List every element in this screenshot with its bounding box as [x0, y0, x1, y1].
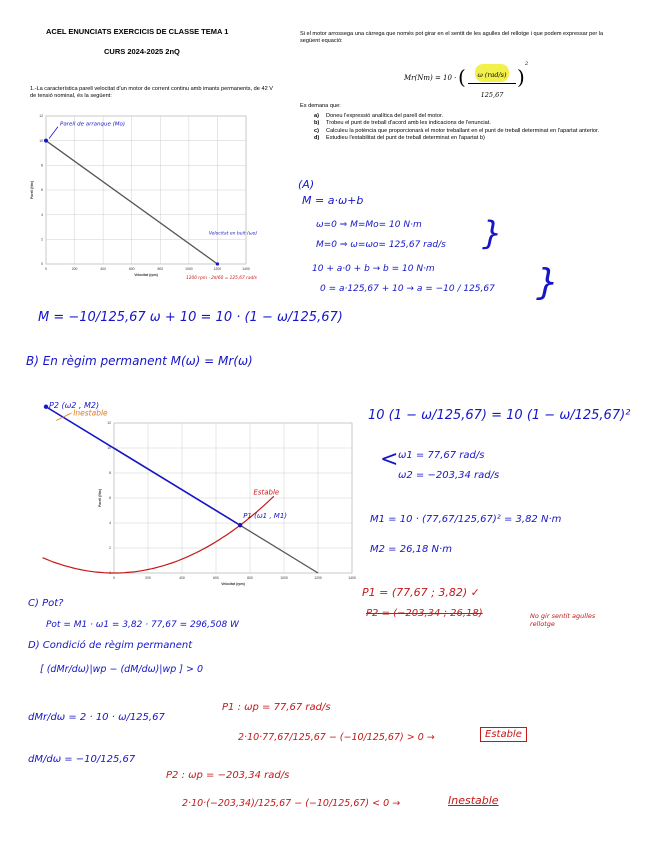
x-tick-label: 400 — [100, 267, 106, 271]
y-axis-label: Parell (Nm) — [98, 489, 102, 507]
part-a-result: M = −10/125,67 ω + 10 = 10 · (1 − ω/125,67) — [38, 310, 343, 325]
x-tick-label: 200 — [145, 576, 151, 580]
y-tick-label: 12 — [39, 114, 43, 119]
right-paren: ) — [517, 65, 525, 89]
operating-point-p1 — [238, 523, 242, 527]
question-item: c) Calculeu la potència que proporcionarà el motor treballant en el punt de treball determinat en l'apartat anterior. — [314, 127, 600, 134]
y-tick-label: 4 — [41, 212, 43, 217]
x-tick-label: 600 — [128, 267, 135, 271]
p1-stable-result: Estable — [480, 727, 527, 742]
omega-1: ω1 = 77,67 rad/s — [398, 450, 485, 461]
x-axis-label: Velocitat (rpm) — [221, 582, 245, 586]
y-tick-label: 8 — [41, 163, 43, 168]
load-equation-lhs: Mr(Nm) = 10 · — [404, 74, 457, 82]
question-item: a) Doneu l'expressió analítica del parell del motor. — [314, 113, 444, 119]
y-tick-label: 6 — [109, 496, 111, 501]
fraction — [468, 64, 516, 102]
x-tick-label: 800 — [247, 576, 253, 580]
p2-unstable-result: Inestable — [448, 794, 499, 807]
x-tick-label: 1400 — [348, 576, 356, 580]
motor-derivative: dM/dω = −10/125,67 — [28, 754, 136, 765]
torque-1: M1 = 10 · (77,67/125,67)² = 3,82 N·m — [370, 514, 562, 525]
p1-evaluation: 2·10·77,67/125,67 − (−10/125,67) > 0 → — [238, 732, 435, 743]
stall-torque-note: Parell de arranque (Mo) — [60, 121, 126, 128]
y-tick-label: 8 — [109, 471, 111, 476]
y-tick-label: 0 — [109, 571, 111, 576]
y-tick-label: 6 — [41, 188, 43, 193]
load-equation-exponent: 2 — [525, 61, 529, 67]
part-b-label: B) En règim permanent M(ω) = Mr(ω) — [26, 354, 253, 368]
part-a-stall: ω=0 ⇒ M=Mo= 10 N·m — [316, 220, 422, 230]
p2-label: P2 (ω2 , M2) — [49, 400, 100, 410]
load-derivative: dMr/dω = 2 · 10 · ω/125,67 — [28, 712, 165, 723]
x-tick-label: 0 — [113, 576, 115, 580]
y-tick-label: 10 — [39, 138, 43, 143]
load-equation — [404, 61, 534, 99]
stall-point — [44, 139, 48, 143]
document-title: ACEL ENUNCIATS EXERCICIS DE CLASSE TEMA 1 — [46, 27, 229, 36]
inestable-label: Inestable — [73, 408, 108, 418]
part-c-label: C) Pot? — [28, 598, 64, 609]
part-a-noload: M=0 ⇒ ω=ωo= 125,67 rad/s — [316, 240, 446, 250]
part-a-b: 10 + a·0 + b → b = 10 N·m — [312, 264, 435, 274]
rpm-conversion-note: 1200 rpm · 2π/60 = 125,67 rad/s — [186, 276, 257, 280]
no-load-note: Velocitat en buit (ωo) — [208, 231, 258, 237]
x-tick-label: 0 — [45, 267, 47, 271]
torque-2: M2 = 26,18 N·m — [370, 544, 452, 555]
no-load-point — [216, 262, 219, 265]
angle-bracket-icon: < — [380, 447, 399, 472]
question-item: d) Estudieu l'estabilitat del punt de treball determinat en l'apartat b) — [314, 135, 485, 142]
question-list — [314, 113, 620, 143]
point-2-note: No gir sentit agulles rellotge — [530, 612, 596, 628]
torque-speed-chart — [28, 108, 278, 280]
y-tick-label: 12 — [107, 421, 111, 426]
part-a-model: M = a·ω+b — [302, 194, 364, 207]
load-equation-denominator: 125,67 — [480, 91, 504, 99]
x-tick-label: 400 — [179, 576, 185, 580]
estable-label: Estable — [253, 488, 280, 497]
x-axis-label: Velocitat (rpm) — [134, 273, 158, 277]
course-label: CURS 2024-2025 2nQ — [104, 47, 180, 56]
load-description: Si el motor arrossega una càrrega que només pot girar en el sentit de les agulles del rellotge i que podem expressar per la següent equació: — [300, 31, 604, 45]
part-a-label: (A) — [298, 178, 315, 191]
x-tick-label: 800 — [157, 267, 164, 271]
brace-icon: } — [482, 214, 503, 252]
y-tick-label: 2 — [109, 546, 111, 551]
x-tick-label: 600 — [213, 576, 219, 580]
part-b-equation: 10 (1 − ω/125,67) = 10 (1 − ω/125,67)² — [368, 408, 631, 423]
operating-point-p2 — [44, 405, 48, 409]
p1-heading: P1 : ωp = 77,67 rad/s — [222, 702, 331, 713]
x-tick-label: 1000 — [185, 267, 193, 271]
question-item: b) Trobeu el punt de treball d'acord amb les indicacions de l'enunciat. — [314, 120, 491, 127]
left-paren: ( — [458, 65, 466, 89]
problem-intro: 1.-La característica parell velocitat d'un motor de corrent continu amb imants permanents, de 42 V de tensió nominal, és la següent: — [30, 86, 273, 100]
x-tick-label: 1200 — [314, 576, 322, 580]
part-a-a: 0 = a·125,67 + 10 → a = −10 / 125,67 — [320, 284, 495, 294]
p2-heading: P2 : ωp = −203,34 rad/s — [166, 770, 290, 781]
part-d-condition: [ (dMr/dω)|wp − (dM/dω)|wp ] > 0 — [40, 664, 204, 675]
questions-heading: Es demana que: — [300, 103, 341, 109]
y-tick-label: 2 — [41, 237, 43, 242]
omega-2: ω2 = −203,34 rad/s — [398, 470, 500, 481]
y-tick-label: 10 — [107, 446, 111, 451]
y-tick-label: 0 — [41, 262, 43, 267]
y-axis-label: Parell (Nm) — [30, 181, 34, 199]
part-d-label: D) Condició de règim permanent — [28, 640, 193, 651]
load-equation-numerator: ω (rad/s) — [477, 71, 507, 79]
brace-icon: } — [536, 262, 559, 303]
x-tick-label: 200 — [71, 267, 78, 271]
p2-evaluation: 2·10·(−203,34)/125,67 − (−10/125,67) < 0 → — [182, 798, 401, 809]
x-tick-label: 1000 — [280, 576, 288, 580]
x-tick-label: 1400 — [242, 267, 250, 271]
p1-label: P1 (ω1 , M1) — [243, 512, 288, 520]
x-tick-label: 1200 — [213, 267, 222, 271]
point-1: P1 = (77,67 ; 3,82) ✓ — [362, 586, 480, 599]
y-tick-label: 4 — [109, 521, 111, 526]
part-c-power: Pot = M1 · ω1 = 3,82 · 77,67 = 296,508 W — [46, 620, 239, 630]
point-2-rejected: P2 = (−203,34 ; 26,18) — [366, 608, 483, 619]
operating-point-chart — [24, 393, 362, 593]
